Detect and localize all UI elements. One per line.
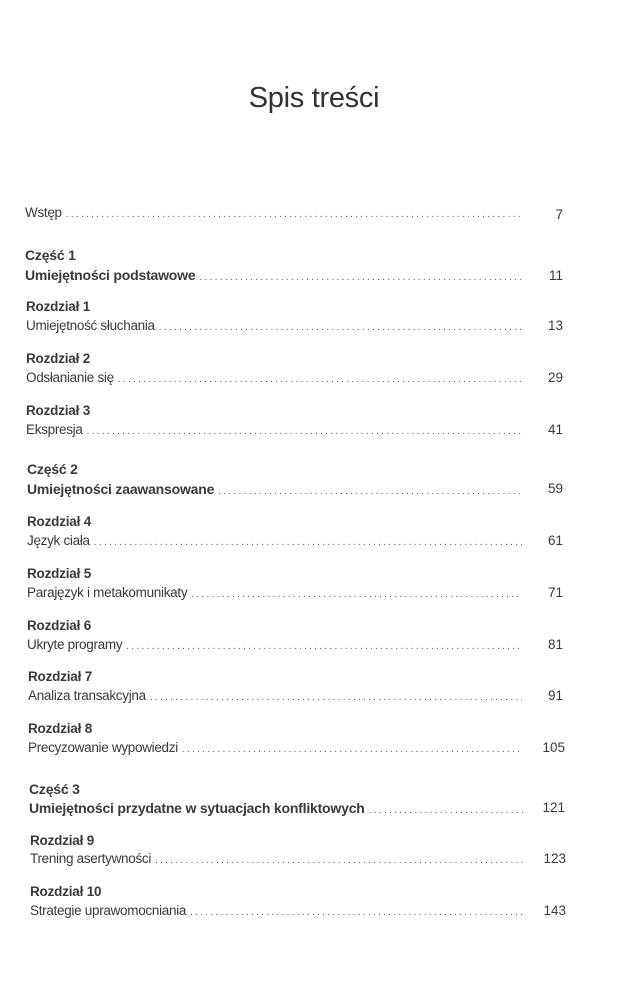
page-number: 7 <box>555 207 563 222</box>
entry-title: Ukryte programy <box>27 637 123 652</box>
part-label: Część 2 <box>27 461 78 477</box>
entry-title: Umiejętności podstawowe <box>25 267 196 283</box>
toc-entry-chapter-4[interactable] <box>27 533 528 551</box>
entry-title: Umiejętność słuchania <box>26 318 155 333</box>
dot-leader <box>182 744 522 755</box>
entry-title: Wstęp <box>25 205 62 220</box>
entry-title: Język ciała <box>27 533 90 548</box>
toc-entry-chapter-2[interactable] <box>26 370 528 388</box>
page-number: 41 <box>547 422 563 437</box>
chapter-label: Rozdział 3 <box>26 403 91 418</box>
dot-leader <box>66 209 522 220</box>
entry-title: Trening asertywności <box>30 851 152 866</box>
dot-leader <box>199 272 522 283</box>
toc-entry-chapter-9[interactable] <box>30 851 529 869</box>
chapter-label: Rozdział 8 <box>28 721 93 736</box>
page-number: 91 <box>547 688 563 703</box>
page-number: 13 <box>547 318 563 333</box>
chapter-label: Rozdział 2 <box>26 351 91 366</box>
page-number: 11 <box>548 268 563 283</box>
dot-leader <box>126 641 522 652</box>
page-title: Spis treści <box>248 82 380 114</box>
chapter-label: Rozdział 6 <box>27 618 92 633</box>
page-number: 71 <box>547 585 563 600</box>
dot-leader <box>118 374 522 385</box>
entry-title: Umiejętności zaawansowane <box>27 481 215 497</box>
dot-leader <box>369 805 523 816</box>
dot-leader <box>155 855 523 866</box>
entry-title: Parajęzyk i metakomunikaty <box>27 585 188 600</box>
dot-leader <box>94 537 522 548</box>
chapter-label: Rozdział 4 <box>27 514 92 529</box>
part-label: Część 1 <box>25 247 76 263</box>
toc-entry-part-3[interactable] <box>29 800 529 818</box>
page-number: 123 <box>543 851 566 866</box>
toc-entry-chapter-6[interactable] <box>27 637 528 655</box>
toc-entry-chapter-10[interactable] <box>30 903 529 921</box>
page-number: 61 <box>547 533 563 548</box>
toc-entry-introduction[interactable] <box>25 205 528 223</box>
page-number: 59 <box>547 481 563 496</box>
entry-title: Odsłanianie się <box>26 370 114 385</box>
page-number: 105 <box>542 740 565 755</box>
toc-entry-chapter-7[interactable] <box>28 688 528 706</box>
entry-title: Precyzowanie wypowiedzi <box>28 740 178 755</box>
dot-leader <box>87 426 522 437</box>
dot-leader <box>190 907 523 918</box>
toc-entry-part-2[interactable] <box>27 481 528 499</box>
entry-title: Strategie uprawomocniania <box>30 903 187 918</box>
toc-entry-part-1[interactable] <box>25 267 528 285</box>
toc-entry-chapter-1[interactable] <box>26 318 528 336</box>
entry-title: Umiejętności przydatne w sytuacjach konfliktowych <box>29 800 365 816</box>
entry-title: Analiza transakcyjna <box>28 688 146 703</box>
chapter-label: Rozdział 10 <box>30 884 102 899</box>
chapter-label: Rozdział 7 <box>28 669 93 684</box>
part-label: Część 3 <box>29 781 80 797</box>
chapter-label: Rozdział 5 <box>27 566 92 581</box>
toc-entry-chapter-8[interactable] <box>28 740 528 758</box>
page-number: 143 <box>543 903 566 918</box>
dot-leader <box>191 589 522 600</box>
toc-entry-chapter-5[interactable] <box>27 585 528 603</box>
entry-title: Ekspresja <box>26 422 83 437</box>
page-number: 121 <box>542 800 565 815</box>
chapter-label: Rozdział 9 <box>30 833 95 848</box>
toc-entry-chapter-3[interactable] <box>26 422 528 440</box>
page-number: 29 <box>547 370 563 385</box>
dot-leader <box>159 322 522 333</box>
page-number: 81 <box>547 637 563 652</box>
dot-leader <box>218 486 522 497</box>
dot-leader <box>150 692 522 703</box>
chapter-label: Rozdział 1 <box>26 299 91 314</box>
